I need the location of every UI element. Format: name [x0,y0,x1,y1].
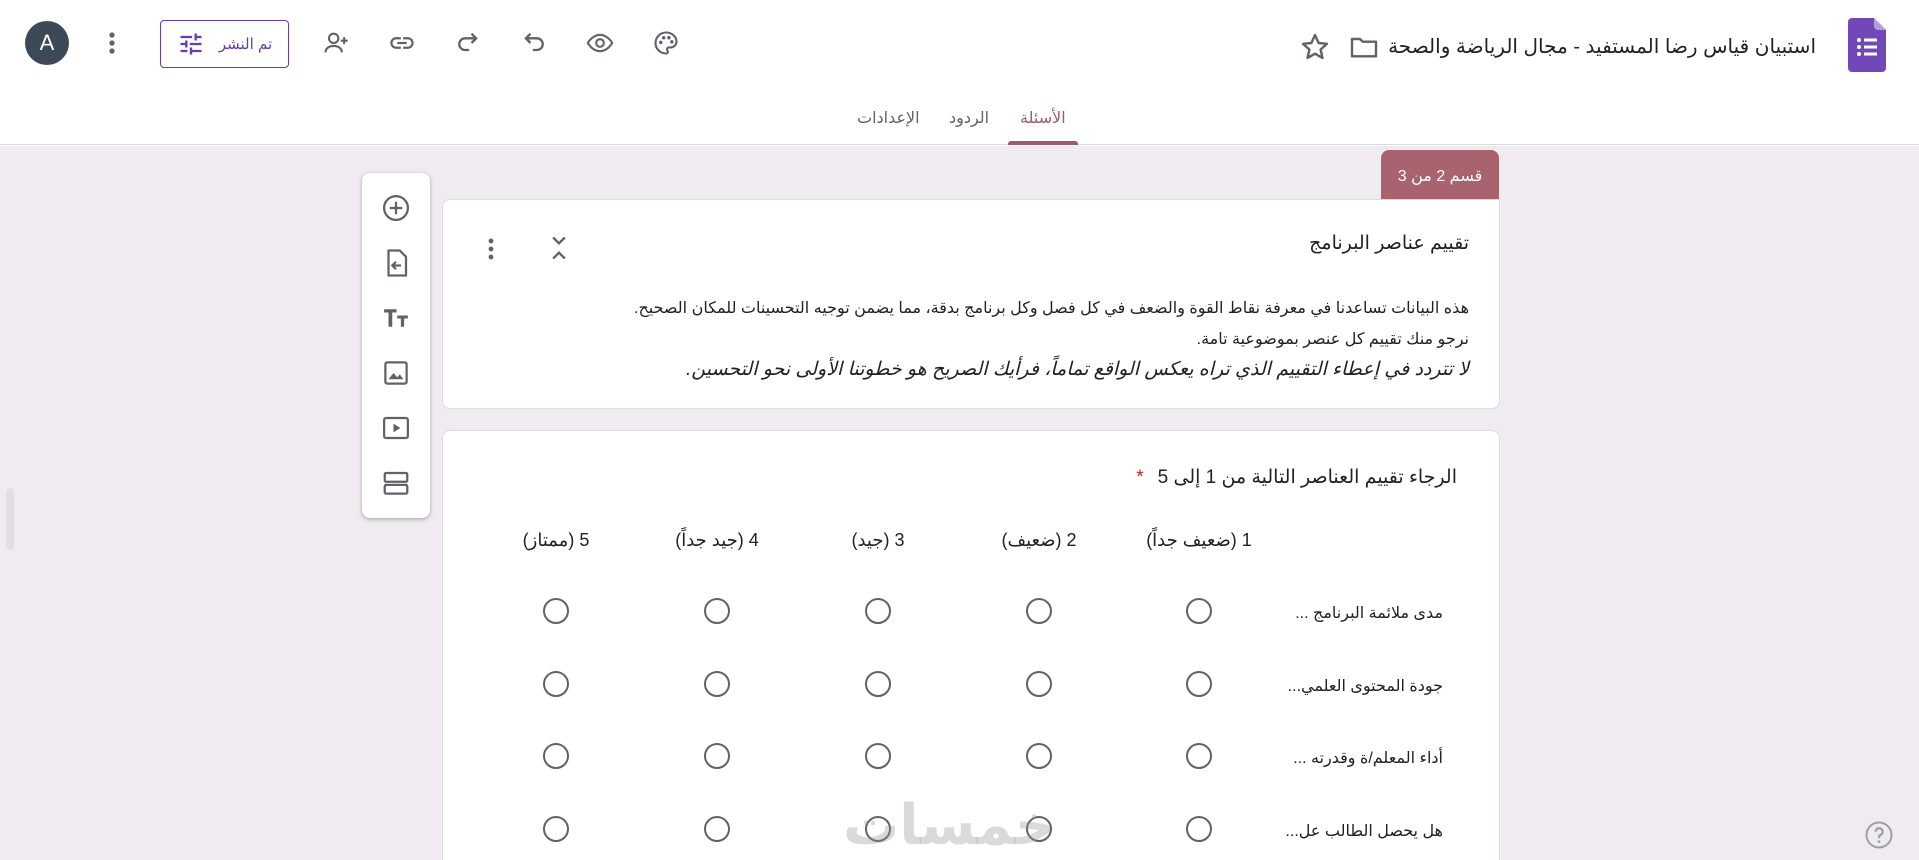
section-desc-line: نرجو منك تقييم كل عنصر بموضوعية تامة. [1196,331,1469,348]
question-title[interactable] [1136,466,1457,489]
question-title-text: الرجاء تقييم العناصر التالية من 1 إلى 5 [1157,467,1457,488]
row-label: مدى ملائمة البرنامج ... [1295,605,1443,622]
active-tab-indicator [1008,141,1078,145]
add-image-icon[interactable] [380,357,412,389]
rating-radio[interactable] [1186,816,1212,842]
avatar[interactable]: A [25,21,69,65]
section-header-card[interactable] [442,199,1500,409]
rating-radio[interactable] [543,816,569,842]
section-desc-line: لا تتردد في إعطاء التقييم الذي تراه يعكس الواقع تماماً، فرأيك الصريح هو خطوتنا الأولى نحو التحسين. [686,359,1469,380]
publish-label: تم النشر [218,36,273,53]
rating-radio[interactable] [865,671,891,697]
tab-responses[interactable]: الردود [949,110,990,127]
section-title[interactable]: تقييم عناصر البرنامج [1309,233,1469,254]
column-label: 2 (ضعيف) [1001,530,1077,550]
add-collaborator-icon[interactable] [319,26,353,60]
floating-toolbar [362,173,430,518]
rating-radio[interactable] [543,671,569,697]
scrollbar-handle[interactable] [6,488,14,550]
undo-icon[interactable] [517,26,551,60]
add-title-icon[interactable] [380,302,412,334]
rating-radio[interactable] [1186,671,1212,697]
rating-radio[interactable] [865,743,891,769]
import-questions-icon[interactable] [380,247,412,279]
tab-settings[interactable]: الإعدادات [857,110,920,127]
publish-settings-icon [177,30,205,58]
section-counter-tag: قسم 2 من 3 [1381,150,1499,202]
rating-radio[interactable] [1026,671,1052,697]
forms-logo-icon[interactable] [1848,18,1886,72]
row-label: هل يحصل الطالب عل... [1285,823,1443,840]
rating-radio[interactable] [704,743,730,769]
publish-button[interactable] [160,20,289,68]
required-asterisk: * [1136,467,1144,488]
preview-eye-icon[interactable] [583,26,617,60]
help-icon[interactable] [1864,820,1894,850]
add-section-icon[interactable] [380,467,412,499]
tab-bar [0,92,1919,145]
row-label: جودة المحتوى العلمي... [1287,678,1443,695]
rating-radio[interactable] [1186,743,1212,769]
rating-radio[interactable] [704,816,730,842]
row-label: أداء المعلم/ة وقدرته ... [1293,750,1443,767]
palette-icon[interactable] [649,26,683,60]
rating-radio[interactable] [1186,598,1212,624]
column-label: 5 (ممتاز) [522,530,590,550]
column-label: 4 (جيد جداً) [675,530,759,550]
top-bar [0,0,1919,92]
section-more-icon[interactable] [481,234,501,264]
link-icon[interactable] [385,26,419,60]
folder-icon[interactable] [1348,31,1380,63]
rating-radio[interactable] [865,598,891,624]
section-description[interactable] [634,293,1469,385]
column-label: 3 (جيد) [851,530,905,550]
collapse-icon[interactable] [545,234,573,262]
rating-radio[interactable] [1026,598,1052,624]
section-desc-line: هذه البيانات تساعدنا في معرفة نقاط القوة والضعف في كل فصل وكل برنامج بدقة، مما يضمن توجيه التحسينات للمكان الصحيح. [634,300,1469,317]
rating-radio[interactable] [1026,743,1052,769]
star-icon[interactable] [1299,31,1331,63]
rating-radio[interactable] [704,671,730,697]
rating-radio[interactable] [704,598,730,624]
form-canvas[interactable] [0,146,1919,860]
more-vert-icon[interactable] [100,27,124,59]
form-title[interactable]: استبيان قياس رضا المستفيد - مجال الرياضة والصحة [1388,36,1816,58]
column-label: 1 (ضعيف جداً) [1146,530,1252,550]
rating-radio[interactable] [543,743,569,769]
redo-icon[interactable] [451,26,485,60]
watermark-logo: خمسات [843,793,1056,856]
rating-radio[interactable] [543,598,569,624]
tab-questions[interactable]: الأسئلة [1020,110,1066,127]
add-question-icon[interactable] [380,192,412,224]
add-video-icon[interactable] [380,412,412,444]
